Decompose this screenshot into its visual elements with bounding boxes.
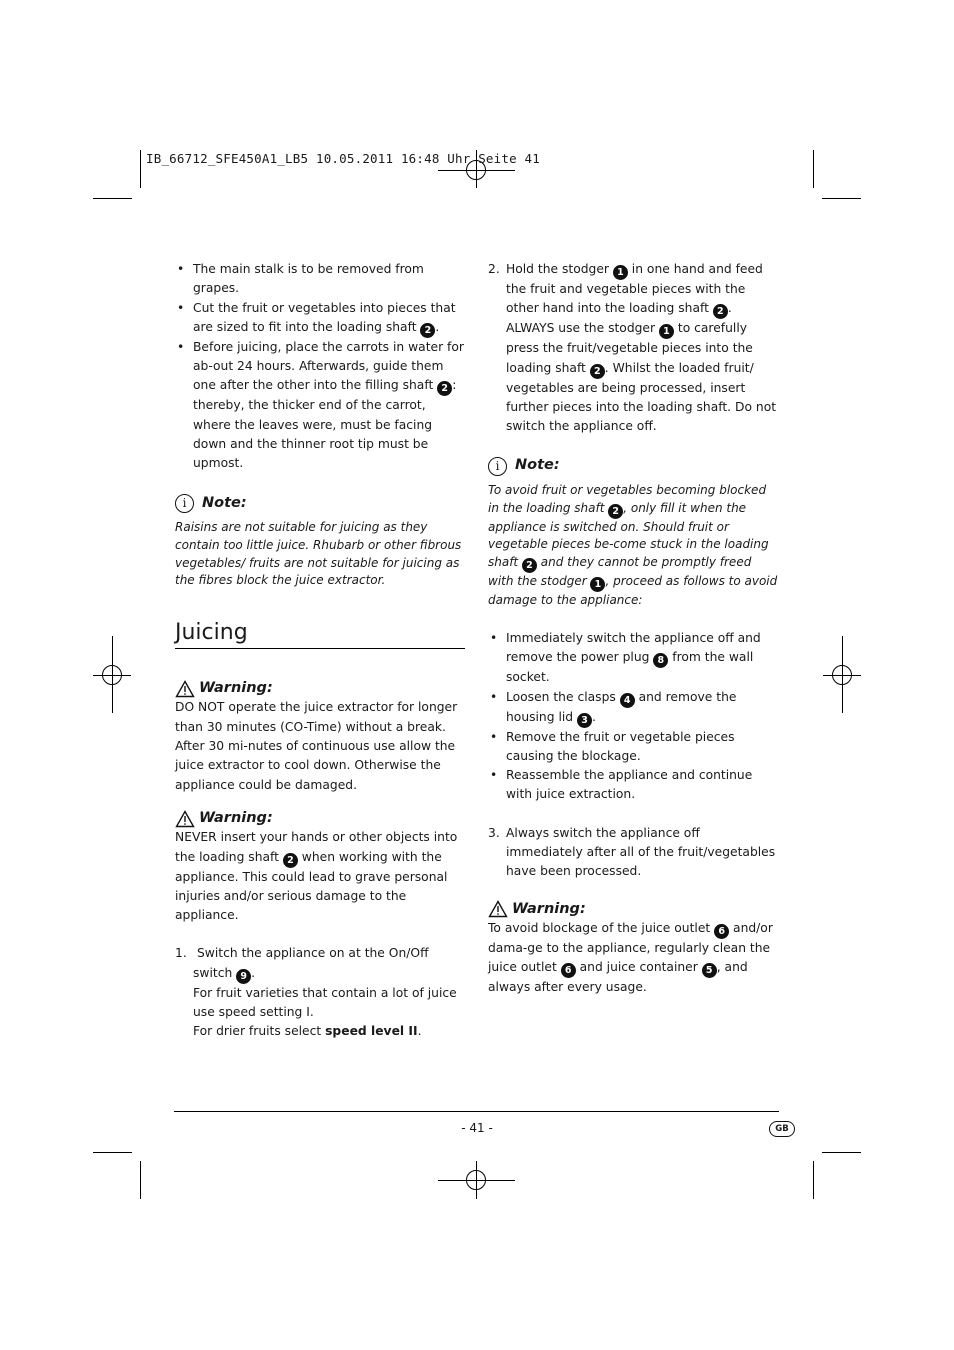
warning-text: To avoid blockage of the juice outlet 6 and/or dama-ge to the appliance, regularly clean the juice outlet 6 and juice container 5 , and always after every usage.	[488, 920, 773, 995]
warning-triangle-icon	[175, 680, 195, 698]
step-text: Always switch the appliance off immediately after all of the fruit/vegetables have been processed.	[506, 825, 776, 879]
note-text: To avoid fruit or vegetables becoming blocked in the loading shaft 2 , only fill it when the appliance is switched on. Should fruit or vegetable pieces be-come stuck in the loading shaft 2 and they cannot be promptly freed with the stodger 1 , proceed as follows to avoid damage to the appliance:	[488, 482, 778, 608]
part-number-marker: 4	[620, 693, 635, 708]
part-number-marker: 2	[713, 304, 728, 319]
warning-heading	[175, 809, 467, 828]
part-number-marker: 6	[714, 924, 729, 939]
step-item	[175, 944, 467, 1041]
info-icon: i	[488, 457, 507, 476]
note-heading	[488, 456, 780, 475]
step-number: 2.	[488, 262, 500, 276]
part-number-marker: 6	[561, 963, 576, 978]
list-item: • Cut the fruit or vegetables into pieces that are sized to fit into the loading shaft 2 .	[175, 299, 467, 338]
footer-rule	[174, 1111, 779, 1112]
note-heading	[175, 494, 467, 513]
part-number-marker: 3	[577, 713, 592, 728]
part-number-marker: 1	[659, 324, 674, 339]
list-item: • The main stalk is to be removed from grapes.	[175, 260, 467, 299]
list-item: • Before juicing, place the carrots in water for ab-out 24 hours. Afterwards, guide them one after the other into the filling shaft 2 : thereby, the thicker end of the carrot, where the leaves were, must be facing down and the thinner root tip must be upmost.	[175, 338, 467, 474]
step-line: For drier fruits select speed level II.	[193, 1024, 422, 1039]
warning-text: DO NOT operate the juice extractor for longer than 30 minutes (CO-Time) without a break. After 30 mi-nutes of continuous use allow the juice extractor to cool down. Otherwise the appliance could be damaged.	[175, 700, 458, 792]
step-line: Switch the appliance on at the On/Off switch 9 .	[193, 946, 429, 982]
step-text	[193, 944, 467, 1041]
part-number-marker: 2	[522, 558, 537, 573]
warning-text: NEVER insert your hands or other objects into the loading shaft 2 when working with the appliance. This could lead to grave personal injuries and/or serious damage to the appliance.	[175, 830, 458, 923]
warning-triangle-icon	[488, 900, 508, 918]
part-number-marker: 5	[702, 963, 717, 978]
step-item	[488, 824, 780, 882]
note-heading-label: Note:	[515, 457, 560, 474]
section-title: Juicing	[175, 620, 465, 649]
step-number: 1.	[175, 946, 187, 961]
left-column	[175, 260, 467, 1042]
note-text: Raisins are not suitable for juicing as they contain too little juice. Rhubarb or other fibrous vegetables/ fruits are not suitable for juicing as the fibres block the juice extractor.	[175, 519, 462, 588]
part-number-marker: 2	[608, 504, 623, 519]
part-number-marker: 8	[653, 653, 668, 668]
page-number: - 41 -	[461, 1121, 493, 1135]
part-number-marker: 9	[236, 969, 251, 984]
step-text: Hold the stodger 1 in one hand and feed the fruit and vegetable pieces with the other hand into the loading shaft 2 . ALWAYS use the stodger 1 to carefully press the fruit/vegetable pieces into the loading shaft 2 . Whilst the loaded fruit/ vegetables are being processed, insert further pieces into the loading shaft. Do not switch the appliance off.	[506, 262, 777, 434]
part-number-marker: 2	[420, 323, 435, 338]
step-line: For fruit varieties that contain a lot of juice use speed setting I.	[193, 985, 457, 1020]
right-column	[488, 260, 780, 998]
warning-heading	[175, 679, 467, 698]
right-bullet-list	[488, 629, 780, 805]
list-item: • Remove the fruit or vegetable pieces causing the blockage.	[488, 728, 780, 767]
list-item: • Loosen the clasps 4 and remove the housing lid 3 .	[488, 688, 780, 728]
warning-heading-label: Warning:	[199, 680, 273, 697]
step-item	[488, 260, 780, 436]
list-item: • Reassemble the appliance and continue with juice extraction.	[488, 766, 780, 805]
warning-triangle-icon	[175, 810, 195, 828]
info-icon: i	[175, 494, 194, 513]
warning-heading	[488, 900, 780, 919]
part-number-marker: 2	[437, 381, 452, 396]
speed-level-label: speed level II	[325, 1024, 418, 1039]
part-number-marker: 2	[590, 364, 605, 379]
note-heading-label: Note:	[202, 494, 247, 511]
part-number-marker: 1	[590, 577, 605, 592]
step-number: 3.	[488, 825, 500, 840]
warning-heading-label: Warning:	[199, 809, 273, 826]
language-badge: GB	[769, 1121, 795, 1137]
print-slug: IB_66712_SFE450A1_LB5 10.05.2011 16:48 Uhr Seite 41	[146, 151, 541, 166]
part-number-marker: 1	[613, 265, 628, 280]
list-item: • Immediately switch the appliance off and remove the power plug 8 from the wall socket.	[488, 629, 780, 688]
left-bullet-list	[175, 260, 467, 474]
part-number-marker: 2	[283, 853, 298, 868]
warning-heading-label: Warning:	[512, 900, 586, 917]
